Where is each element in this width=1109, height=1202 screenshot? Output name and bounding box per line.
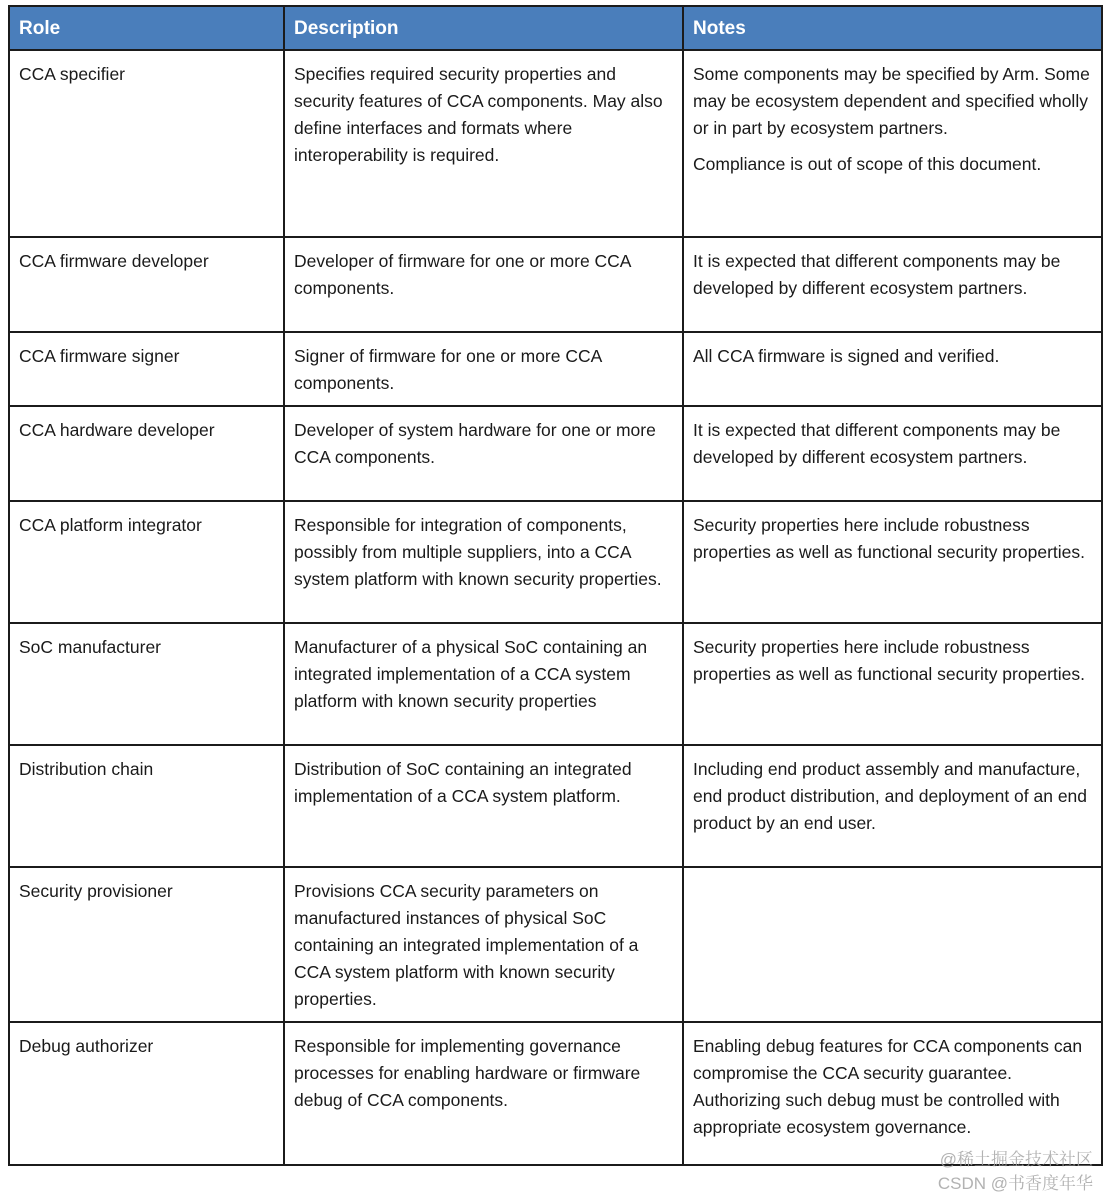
description-cell xyxy=(284,745,683,867)
role-cell xyxy=(9,867,284,1022)
notes-cell-paragraph: Compliance is out of scope of this document. xyxy=(693,154,1042,174)
description-cell xyxy=(284,237,683,332)
notes-cell xyxy=(683,332,1102,406)
description-cell-paragraph: Manufacturer of a physical SoC containing an integrated implementation of a CCA system platform with known security properties xyxy=(294,637,648,711)
description-cell-paragraph: Distribution of SoC containing an integrated implementation of a CCA system platform. xyxy=(294,759,632,806)
watermark-line-2: CSDN @书香度年华 xyxy=(937,1174,1093,1193)
role-cell xyxy=(9,332,284,406)
notes-cell xyxy=(683,1022,1102,1165)
role-cell-paragraph: SoC manufacturer xyxy=(19,637,162,657)
watermark-line-1: @稀土掘金技术社区 xyxy=(939,1150,1093,1169)
role-cell xyxy=(9,1022,284,1165)
role-cell xyxy=(9,501,284,623)
table-row xyxy=(9,623,1102,745)
notes-cell xyxy=(683,867,1102,1022)
description-cell xyxy=(284,332,683,406)
notes-cell-paragraph: All CCA firmware is signed and verified. xyxy=(693,346,1000,366)
description-cell-paragraph: Signer of firmware for one or more CCA components. xyxy=(294,346,602,393)
role-cell-paragraph: CCA firmware developer xyxy=(19,251,209,271)
role-cell xyxy=(9,623,284,745)
table-row xyxy=(9,332,1102,406)
description-cell xyxy=(284,406,683,501)
role-cell xyxy=(9,406,284,501)
table-row xyxy=(9,867,1102,1022)
description-cell-paragraph: Developer of firmware for one or more CCA components. xyxy=(294,251,631,298)
description-cell xyxy=(284,50,683,237)
notes-cell xyxy=(683,623,1102,745)
roles-table xyxy=(8,5,1103,1166)
notes-cell xyxy=(683,50,1102,237)
notes-cell xyxy=(683,237,1102,332)
role-cell-paragraph: CCA firmware signer xyxy=(19,346,180,366)
column-header-description: Description xyxy=(284,6,683,50)
notes-cell xyxy=(683,406,1102,501)
description-cell xyxy=(284,867,683,1022)
notes-cell-paragraph: Enabling debug features for CCA components can compromise the CCA security guarantee. Authorizing such debug must be controlled with appropriate ecosystem governance. xyxy=(693,1036,1083,1137)
role-cell-paragraph: CCA specifier xyxy=(19,64,126,84)
notes-cell-paragraph: Security properties here include robustness properties as well as functional security properties. xyxy=(693,515,1085,562)
notes-cell-paragraph: Some components may be specified by Arm. Some may be ecosystem dependent and specified wholly or in part by ecosystem partners. xyxy=(693,64,1090,138)
table-row xyxy=(9,406,1102,501)
table-row xyxy=(9,501,1102,623)
role-cell-paragraph: CCA platform integrator xyxy=(19,515,202,535)
notes-cell-paragraph: It is expected that different components may be developed by different ecosystem partners. xyxy=(693,420,1061,467)
description-cell-paragraph: Responsible for integration of components, possibly from multiple suppliers, into a CCA system platform with known security properties. xyxy=(294,515,662,589)
column-header-role: Role xyxy=(9,6,284,50)
description-cell-paragraph: Responsible for implementing governance processes for enabling hardware or firmware debug of CCA components. xyxy=(294,1036,641,1110)
role-cell-paragraph: Distribution chain xyxy=(19,759,154,779)
notes-cell-paragraph: Security properties here include robustness properties as well as functional security properties. xyxy=(693,637,1085,684)
column-header-notes: Notes xyxy=(683,6,1102,50)
description-cell-paragraph: Provisions CCA security parameters on manufactured instances of physical SoC containing an integrated implementation of a CCA system platform with known security properties. xyxy=(294,881,639,1009)
role-cell-paragraph: Security provisioner xyxy=(19,881,173,901)
description-cell xyxy=(284,623,683,745)
role-cell xyxy=(9,745,284,867)
description-cell xyxy=(284,501,683,623)
notes-cell xyxy=(683,501,1102,623)
role-cell-paragraph: Debug authorizer xyxy=(19,1036,154,1056)
table-row xyxy=(9,1022,1102,1165)
notes-cell xyxy=(683,745,1102,867)
notes-cell-paragraph: It is expected that different components may be developed by different ecosystem partners. xyxy=(693,251,1061,298)
description-cell-paragraph: Developer of system hardware for one or more CCA components. xyxy=(294,420,656,467)
table-row xyxy=(9,50,1102,237)
description-cell xyxy=(284,1022,683,1165)
table-body xyxy=(9,50,1102,1165)
table-header-row xyxy=(9,6,1102,50)
description-cell-paragraph: Specifies required security properties and security features of CCA components. May also define interfaces and formats where interoperability is required. xyxy=(294,64,663,165)
table-row xyxy=(9,237,1102,332)
table-row xyxy=(9,745,1102,867)
role-cell-paragraph: CCA hardware developer xyxy=(19,420,215,440)
role-cell xyxy=(9,50,284,237)
notes-cell-paragraph: Including end product assembly and manufacture, end product distribution, and deployment of an end product by an end user. xyxy=(693,759,1088,833)
role-cell xyxy=(9,237,284,332)
